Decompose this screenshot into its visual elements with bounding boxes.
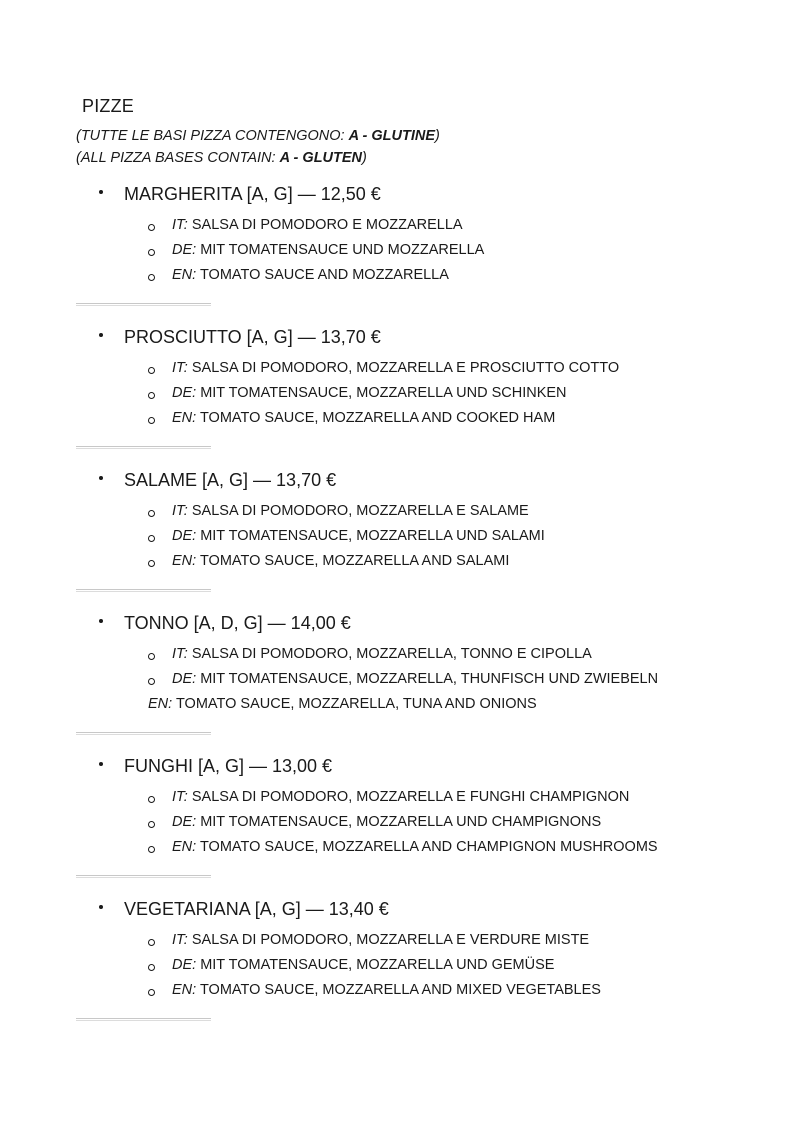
description-text: MIT TOMATENSAUCE, MOZZARELLA, THUNFISCH UND ZWIEBELN (200, 671, 659, 687)
description-en (172, 839, 658, 855)
bullet-icon (99, 762, 103, 766)
description-text: TOMATO SAUCE, MOZZARELLA, TUNA AND ONIONS (175, 696, 537, 712)
description-de (172, 242, 484, 258)
lang-label: DE: (172, 814, 197, 830)
allergen-note-en-bold: A - GLUTEN (279, 150, 363, 166)
allergen-note-en-suffix: ) (362, 150, 367, 166)
circle-bullet-icon (148, 964, 155, 971)
description-text: MIT TOMATENSAUCE, MOZZARELLA UND SALAMI (200, 528, 545, 544)
description-text: TOMATO SAUCE AND MOZZARELLA (199, 267, 449, 283)
description-text: TOMATO SAUCE, MOZZARELLA AND COOKED HAM (199, 410, 556, 426)
description-it (172, 503, 529, 519)
bullet-icon (99, 190, 103, 194)
circle-bullet-icon (148, 821, 155, 828)
lang-label: IT: (172, 217, 188, 233)
circle-bullet-icon (148, 417, 155, 424)
description-text: SALSA DI POMODORO, MOZZARELLA E SALAME (191, 503, 529, 519)
lang-label: IT: (172, 503, 188, 519)
page-title: PIZZE (82, 96, 135, 116)
bullet-icon (99, 476, 103, 480)
description-text: MIT TOMATENSAUCE, MOZZARELLA UND SCHINKEN (200, 385, 567, 401)
description-it (172, 217, 463, 233)
circle-bullet-icon (148, 367, 155, 374)
circle-bullet-icon (148, 939, 155, 946)
lang-label: EN: (148, 696, 173, 712)
description-text: MIT TOMATENSAUCE, MOZZARELLA UND GEMÜSE (200, 957, 555, 973)
description-text: TOMATO SAUCE, MOZZARELLA AND SALAMI (199, 553, 510, 569)
description-it (172, 646, 592, 662)
lang-label: EN: (172, 267, 197, 283)
lang-label: DE: (172, 528, 197, 544)
circle-bullet-icon (148, 249, 155, 256)
circle-bullet-icon (148, 796, 155, 803)
description-it (172, 789, 629, 805)
description-it (172, 932, 589, 948)
separator-line (76, 875, 211, 878)
circle-bullet-icon (148, 989, 155, 996)
lang-label: IT: (172, 646, 188, 662)
description-de (172, 814, 601, 830)
description-text: SALSA DI POMODORO E MOZZARELLA (191, 217, 463, 233)
bullet-icon (99, 905, 103, 909)
description-de (172, 528, 545, 544)
lang-label: EN: (172, 410, 197, 426)
bullet-icon (99, 333, 103, 337)
description-en (172, 267, 449, 283)
separator-line (76, 303, 211, 306)
allergen-note-it-suffix: ) (435, 128, 440, 144)
allergen-note-it (76, 128, 440, 144)
circle-bullet-icon (148, 535, 155, 542)
description-text: TOMATO SAUCE, MOZZARELLA AND MIXED VEGETABLES (199, 982, 601, 998)
allergen-note-en-prefix: (ALL PIZZA BASES CONTAIN: (76, 150, 280, 166)
description-de (172, 385, 567, 401)
separator-line (76, 732, 211, 735)
separator-line (76, 1018, 211, 1021)
circle-bullet-icon (148, 846, 155, 853)
lang-label: EN: (172, 982, 197, 998)
separator-line (76, 446, 211, 449)
description-text: SALSA DI POMODORO, MOZZARELLA E FUNGHI CHAMPIGNON (191, 789, 630, 805)
pizza-heading: MARGHERITA [A, G] — 12,50 € (124, 184, 381, 204)
allergen-note-en (76, 150, 367, 166)
description-en (148, 696, 537, 712)
separator-line (76, 589, 211, 592)
circle-bullet-icon (148, 392, 155, 399)
description-en (172, 982, 601, 998)
description-en (172, 410, 555, 426)
pizza-heading: TONNO [A, D, G] — 14,00 € (124, 613, 351, 633)
lang-label: IT: (172, 789, 188, 805)
description-text: MIT TOMATENSAUCE, MOZZARELLA UND CHAMPIGNONS (200, 814, 602, 830)
circle-bullet-icon (148, 678, 155, 685)
pizza-heading: PROSCIUTTO [A, G] — 13,70 € (124, 327, 381, 347)
description-text: SALSA DI POMODORO, MOZZARELLA, TONNO E CIPOLLA (191, 646, 592, 662)
lang-label: DE: (172, 242, 197, 258)
description-de (172, 957, 554, 973)
lang-label: DE: (172, 957, 197, 973)
circle-bullet-icon (148, 224, 155, 231)
pizza-heading: SALAME [A, G] — 13,70 € (124, 470, 337, 490)
lang-label: EN: (172, 839, 197, 855)
description-it (172, 360, 619, 376)
lang-label: EN: (172, 553, 197, 569)
circle-bullet-icon (148, 560, 155, 567)
lang-label: IT: (172, 360, 188, 376)
lang-label: IT: (172, 932, 188, 948)
circle-bullet-icon (148, 274, 155, 281)
pizza-heading: VEGETARIANA [A, G] — 13,40 € (124, 899, 389, 919)
lang-label: DE: (172, 385, 197, 401)
description-text: TOMATO SAUCE, MOZZARELLA AND CHAMPIGNON MUSHROOMS (199, 839, 658, 855)
description-text: SALSA DI POMODORO, MOZZARELLA E PROSCIUTTO COTTO (191, 360, 620, 376)
description-de (172, 671, 658, 687)
circle-bullet-icon (148, 653, 155, 660)
circle-bullet-icon (148, 510, 155, 517)
pizza-heading: FUNGHI [A, G] — 13,00 € (124, 756, 333, 776)
allergen-note-it-prefix: (TUTTE LE BASI PIZZA CONTENGONO: (76, 128, 349, 144)
allergen-note-it-bold: A - GLUTINE (348, 128, 436, 144)
lang-label: DE: (172, 671, 197, 687)
description-text: MIT TOMATENSAUCE UND MOZZARELLA (200, 242, 485, 258)
description-text: SALSA DI POMODORO, MOZZARELLA E VERDURE MISTE (191, 932, 590, 948)
description-en (172, 553, 509, 569)
bullet-icon (99, 619, 103, 623)
